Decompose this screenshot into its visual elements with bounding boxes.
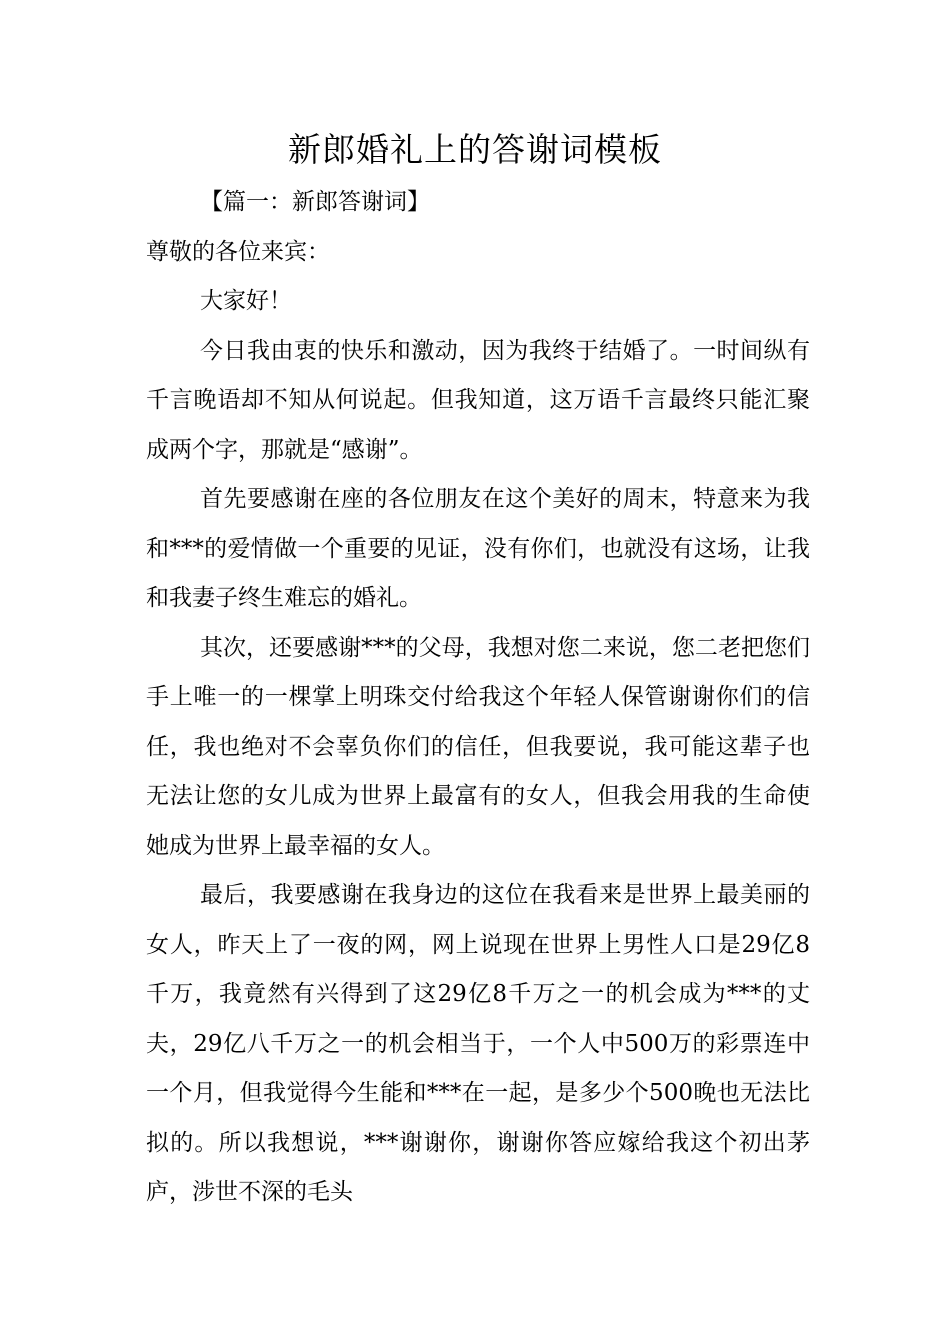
paragraph-thanks-parents: 其次，还要感谢***的父母，我想对您二来说，您二老把您们手上唯一的一棵掌上明珠交付给我这个年轻人保管谢谢你们的信任，我也绝对不会辜负你们的信任，但我要说，我可能这辈子也无法让您的女儿成为世界上最富有的女人，但我会用我的生命使她成为世界上最幸福的女人。 <box>146 634 810 859</box>
paragraph-thanks-bride: 最后，我要感谢在我身边的这位在我看来是世界上最美丽的女人，昨天上了一夜的网，网上说现在世界上男性人口是29亿8千万，我竟然有兴得到了这29亿8千万之一的机会成为***的丈夫，29亿八千万之一的机会相当于，一个人中500万的彩票连中一个月，但我觉得今生能和***在一起，是多少个500晚也无法比拟的。所以我想说，***谢谢你，谢谢你答应嫁给我这个初出茅庐，涉世不深的毛头 <box>146 882 810 1205</box>
paragraph-intro: 今日我由衷的快乐和激动，因为我终于结婚了。一时间纵有千言晚语却不知从何说起。但我知道，这万语千言最终只能汇聚成两个字，那就是“感谢”。 <box>146 337 810 463</box>
document-body <box>146 178 810 1218</box>
document-title: 新郎婚礼上的答谢词模板 <box>288 130 662 169</box>
paragraph-thanks-guests: 首先要感谢在座的各位朋友在这个美好的周末，特意来为我和***的爱情做一个重要的见证，没有你们，也就没有这场，让我和我妻子终生难忘的婚礼。 <box>146 486 810 611</box>
section-heading: 【篇一：新郎答谢词】 <box>200 189 430 215</box>
paragraph-greeting: 大家好！ <box>200 288 292 314</box>
salutation: 尊敬的各位来宾： <box>146 238 330 265</box>
